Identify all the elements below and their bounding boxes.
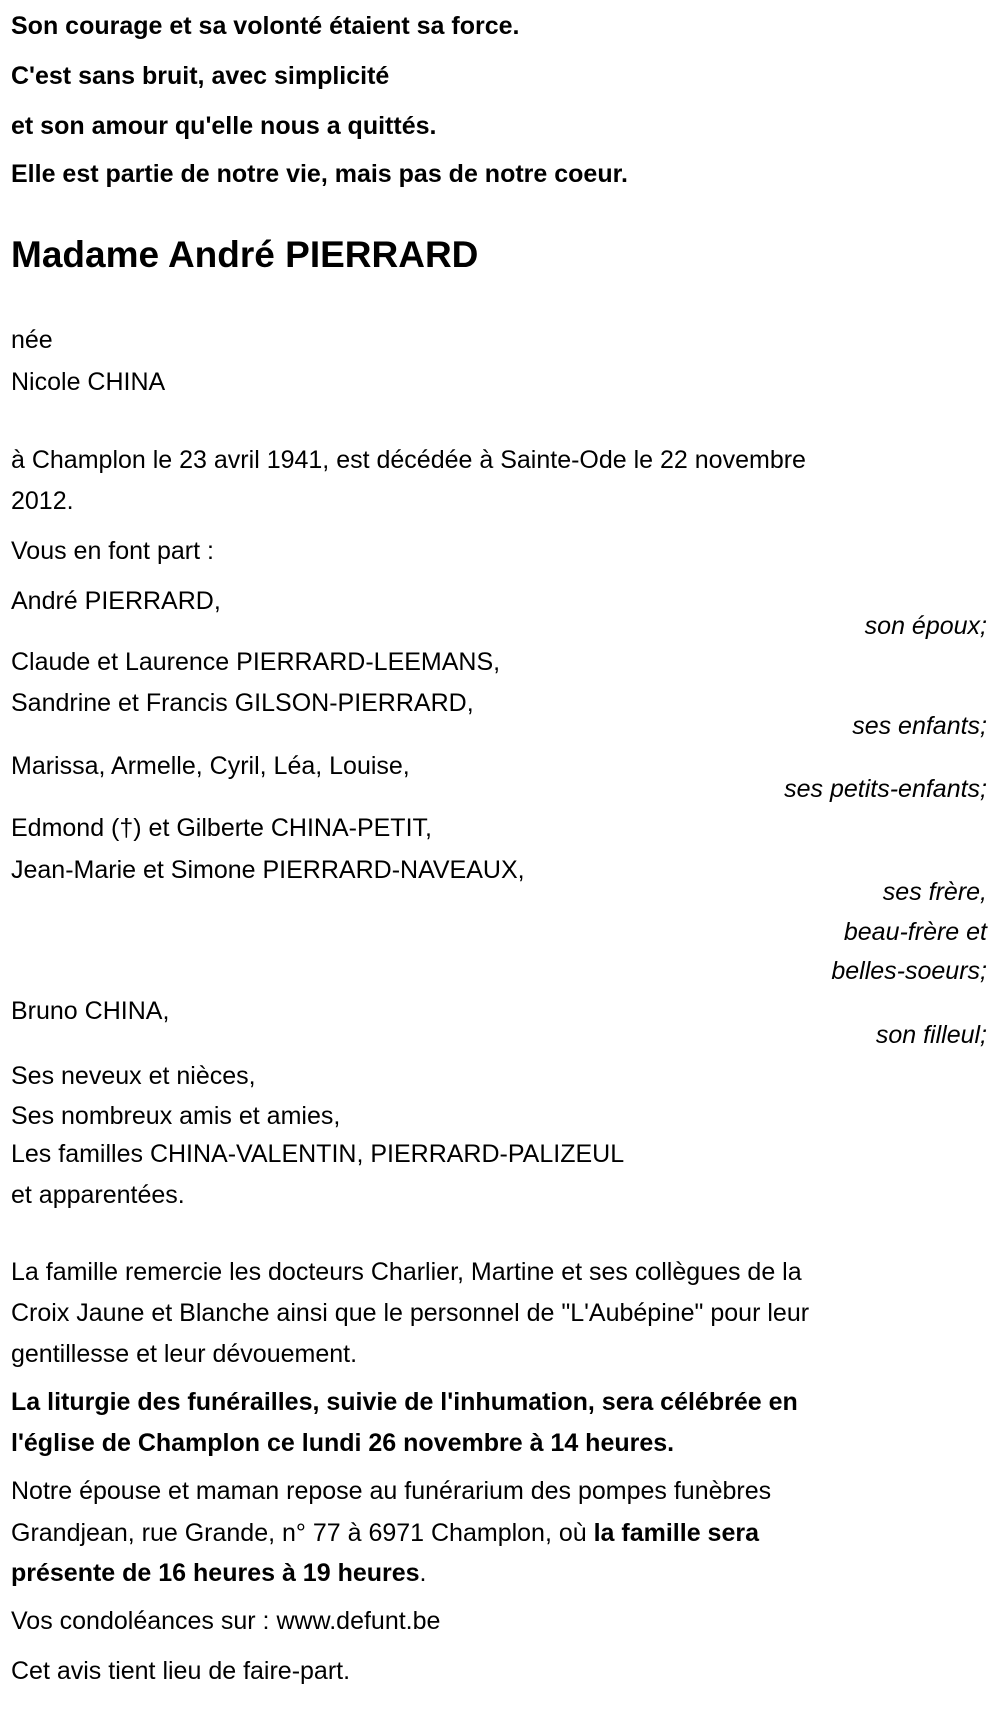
others-line: Ses neveux et nièces, [11, 1062, 256, 1090]
family-relation: son époux; [864, 612, 987, 640]
others-line: Ses nombreux amis et amies, [11, 1102, 341, 1130]
poem-line: Son courage et sa volonté étaient sa force. [11, 12, 520, 40]
family-relation: beau-frère et [843, 918, 987, 946]
funeral-line: La liturgie des funérailles, suivie de l'inhumation, sera célébrée en [11, 1388, 798, 1416]
birth-death-text: à Champlon le 23 avril 1941, est décédée à Sainte-Ode le 22 novembre [11, 446, 806, 474]
family-name: Jean-Marie et Simone PIERRARD-NAVEAUX, [11, 856, 525, 884]
nee-label: née [11, 326, 53, 354]
thanks-line: La famille remercie les docteurs Charlier, Martine et ses collègues de la [11, 1258, 802, 1286]
family-name: André PIERRARD, [11, 587, 221, 615]
family-name: Edmond (†) et Gilberte CHINA-PETIT, [11, 814, 432, 842]
others-line: et apparentées. [11, 1181, 185, 1209]
thanks-line: gentillesse et leur dévouement. [11, 1340, 358, 1368]
poem-line: C'est sans bruit, avec simplicité [11, 62, 390, 90]
family-relation: ses frère, [882, 878, 987, 906]
viewing-line [11, 1518, 759, 1548]
maiden-name: Nicole CHINA [11, 368, 166, 396]
family-relation: belles-soeurs; [831, 957, 987, 985]
others-line: Les familles CHINA-VALENTIN, PIERRARD-PALIZEUL [11, 1140, 625, 1168]
condolences-text: Vos condoléances sur : www.defunt.be [11, 1607, 441, 1635]
viewing-bold-text: la famille sera [593, 1519, 759, 1547]
poem-line: et son amour qu'elle nous a quittés. [11, 112, 437, 140]
family-name: Sandrine et Francis GILSON-PIERRARD, [11, 689, 474, 717]
closing-text: Cet avis tient lieu de faire-part. [11, 1657, 351, 1685]
birth-death-text: 2012. [11, 487, 74, 515]
family-name: Marissa, Armelle, Cyril, Léa, Louise, [11, 752, 410, 780]
poem-line: Elle est partie de notre vie, mais pas de notre coeur. [11, 160, 628, 188]
page-title: Madame André PIERRARD [11, 234, 479, 275]
viewing-text: Grandjean, rue Grande, n° 77 à 6971 Champlon, où [11, 1519, 594, 1547]
family-name: Bruno CHINA, [11, 997, 170, 1025]
announce-text: Vous en font part : [11, 537, 214, 565]
viewing-line: Notre épouse et maman repose au funérarium des pompes funèbres [11, 1477, 772, 1505]
family-relation: son filleul; [875, 1021, 987, 1049]
viewing-line [11, 1558, 427, 1588]
viewing-text: . [419, 1559, 427, 1587]
thanks-line: Croix Jaune et Blanche ainsi que le personnel de "L'Aubépine" pour leur [11, 1299, 810, 1327]
family-relation: ses enfants; [852, 712, 987, 740]
family-name: Claude et Laurence PIERRARD-LEEMANS, [11, 648, 501, 676]
viewing-bold-text: présente de 16 heures à 19 heures [11, 1559, 420, 1587]
funeral-line: l'église de Champlon ce lundi 26 novembre à 14 heures. [11, 1429, 675, 1457]
family-relation: ses petits-enfants; [784, 775, 987, 803]
